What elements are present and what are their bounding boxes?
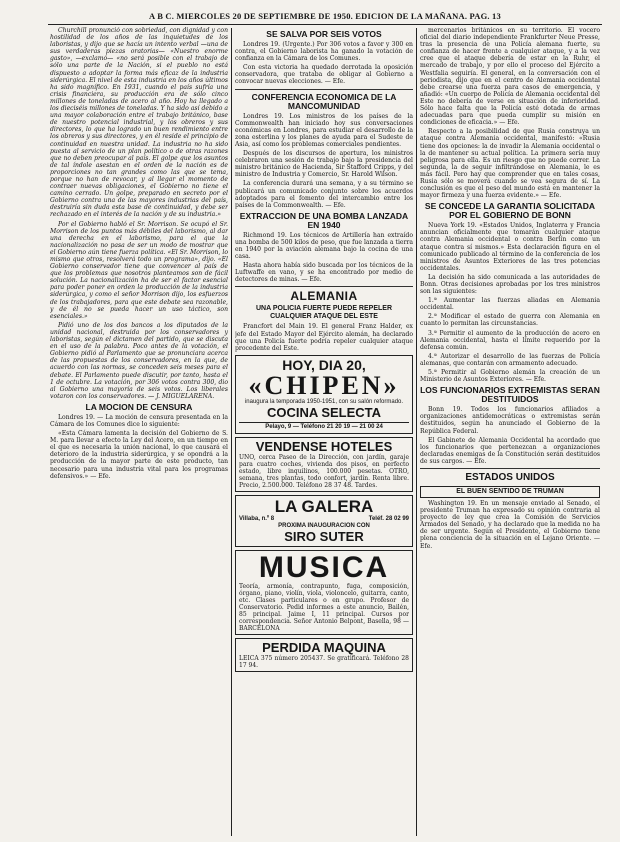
subheadline-policia: UNA POLICIA FUERTE PUEDE REPELER CUALQUIER ATAQUE DEL ESTE xyxy=(256,305,392,321)
paragraph: Nueva York 19. «Estados Unidos, Inglaterra y Francia anuncian oficialmente que tomarán cualquier ataque contra Alemania occidental o contra Berlín como un ataque contra sí mismos.» Esta declaración figura en el comunicado publicado al término de la conferencia de los ministros de Asuntos Exteriores de las tres potencias occidentales. xyxy=(420,222,600,272)
paragraph: El Gabinete de Alemania Occidental ha acordado que los funcionarios que pertenezcan a organizaciones declaradas enemigas de la Constitución serán destituidos de sus cargos. — Efe. xyxy=(420,436,600,465)
paragraph: Con esta victoria ha quedado derrotada la oposición conservadora, que trataba de obligar al Gobierno a convocar nuevas elecciones. — Efe. xyxy=(235,64,413,86)
headline-conferencia: CONFERENCIA ECONOMICA DE LA MANCOMUNIDAD xyxy=(251,91,397,111)
paragraph: Pidió uno de los dos bancos a los diputados de la unidad nacional, destruida por los conservadores y laboristas, según el dictamen del partido, que se discuta en el uso de la palabra. Poco antes de la votación, el Gobierno pidió al Parlamento que se pronunciara acerca de las propuestas de los conservadores, en la que, de acuerdo con las normas, se conceden seis meses para el debate. El Parlamento puede discutir, por tanto, hasta el 1 de octubre. La votación, por 306 votos contra 300, dio al Gobierno una mayoría de seis votos. Los liberales votaron con los conservadores. — J. MIGUELARENA. xyxy=(50,321,228,400)
headline-estados-unidos: ESTADOS UNIDOS xyxy=(465,471,555,483)
subheadline-truman: EL BUEN SENTIDO DE TRUMAN xyxy=(420,486,600,498)
column-2 xyxy=(235,27,413,837)
column-3 xyxy=(420,27,600,837)
ad-galera-address: Villaba, n.º 8 xyxy=(239,515,275,522)
divider xyxy=(420,468,600,469)
paragraph: Hasta ahora había sido buscada por los técnicos de la Luftwaffe en vano, y se ha encontrado por medio de detectores de minas. — Efe. xyxy=(235,262,413,284)
ad-galera-line2: SIRO SUTER xyxy=(284,528,364,544)
ad-galera-row xyxy=(239,516,409,523)
paragraph: Churchill pronunció con sobriedad, con dignidad y con hostilidad de los años de las inquietudes de los laboristas, y dijo que se hacía un intento verbal —una de sus verdaderas piezas oratorias— «Nuestro enorme gasto», —exclamó— «no será posible con el trabajo de sólo una parte de la Nación, si el pueblo no está dispuesto a adoptar la forma más eficaz de la industria siderúrgica. El nivel de esta industria en los años últimos ha sido magnífico. En 1931, cuando el país sufría una crisis financiera, su producción era de sólo cinco millones de toneladas de acero al año. Hoy ha llegado a los dieciséis millones de toneladas. Y ha sido así debido a una mayor colaboración entre el trabajo británico, base de nuestro potencial industrial, y los obreros y sus directores, lo que ha logrado un buen rendimiento entre los obreros y sus directores, y en él reside el principio de continuidad en nuestra unidad. La industria no ha sido puesta al servicio de un plan político o de otras razones que no deben preocupar al país. El golpe que los asuntos de tal índole asestan en el orden de la nación es de proporciones no tan grandes como las que se tema, porque no han de revocar, y al llegar el momento de contraer nuevas obligaciones, el Gobierno no tiene el camino cerrado. Un golpe, preparado en secreto por el Gobierno contra una de las mayores industrias del país, destruiría sin duda esta base de continuidad, y debe ser rechazado en el interés de la nación y de su industria.» xyxy=(50,27,228,219)
column-rule xyxy=(416,28,417,836)
ad-hoteles-title: VENDENSE HOTELES xyxy=(255,438,393,454)
ad-perdida-title: PERDIDA MAQUINA xyxy=(262,639,386,655)
divider xyxy=(235,286,413,287)
ad-chipen-cocina: COCINA SELECTA xyxy=(266,404,382,420)
column-1 xyxy=(50,27,228,837)
ad-galera-title: LA GALERA xyxy=(274,496,374,516)
ad-chipen xyxy=(235,355,413,434)
ad-chipen-address: Pelayo, 9 — Teléfono 21 20 19 — 21 00 24 xyxy=(239,422,409,431)
page-header: A B C. MIERCOLES 20 DE SEPTIEMBRE DE 1950. EDICION DE LA MAÑANA. PAG. 13 xyxy=(149,11,501,21)
paragraph: mercenarios británicos en su territorio. El vocero oficial del diario independiente Frankfurter Neue Presse, tras la presencia de una Policía alemana fuerte, su confianza de hacer frente a cualquier ataque, y a la vez cree que el ataque debería de estar en la Ruhr, el mercado de trabajo, y por ello el proceso del Ejército a Westfalia seguiría. El general, en la conversación con el periodista, dijo que en el centro de Alemania occidental debe crearse una fuerza para casos de emergencia, y añadió: «Un cuerpo de Policía de Alemania occidental del Este no debería de verse en situación de inferioridad. Sólo hace falta que la Policía esté dotada de armas adecuadas para que pueda cumplir su misión en condiciones de eficacia.» — Efe. xyxy=(420,27,600,127)
headline-funcionarios: LOS FUNCIONARIOS EXTREMISTAS SERAN DESTITUIDOS xyxy=(420,385,600,405)
ad-hoteles-body: UNO, cerca Paseo de la Dirección, con jardín, garaje para cuatro coches, vivienda dos pisos, en perfecto estado, libre inquilinos, 100.000 pesetas. OTRO, semana, tres plantas, todo confort, jardín. Renta libre. Precio, 2.500.000. Teléfono 28 37 48. Tardes. xyxy=(239,453,409,489)
headline-censura: LA MOCION DE CENSURA xyxy=(85,401,193,412)
paragraph: La conferencia durará una semana, y a su término se publicará un comunicado conjunto sobre los acuerdos adoptados para el fomento del intercambio entre los países de la Commonwealth. — Efe. xyxy=(235,180,413,209)
ad-chipen-name: «CHIPEN» xyxy=(248,370,400,400)
ad-galera xyxy=(235,495,413,547)
paragraph: 3.ª Permitir el aumento de la producción de acero en Alemania occidental, hasta el límite requerido por la defensa común. xyxy=(420,329,600,351)
paragraph: Bonn 19. Todos los funcionarios afiliados a organizaciones antidemocráticas o extremistas serán destituidos, según ha anunciado el Gobierno de la República Federal. xyxy=(420,406,600,435)
paragraph: Londres 19. — La moción de censura presentada en la Cámara de los Comunes dice lo siguiente: xyxy=(50,413,228,428)
ad-perdida xyxy=(235,638,413,672)
ad-perdida-body: LEICA 375 número 205437. Se gratificará. Teléfono 28 17 94. xyxy=(239,654,409,669)
paragraph: Respecto a la posibilidad de que Rusia construya un ataque contra Alemania occidental, manifestó: «Rusia tiene dos opciones: la de invadir la Alemania occidental o la de mantener su actual política. La primera sería muy peligrosa para ella. Es un riesgo que no puede correr. La segunda, la de seguir infiltrándose en Alemania, le es más fácil. Pero hay que comprender que en tales cosas, Rusia sólo se moverá cuando se vea segura de sí. La conclusión es que el peso del mundo está en mantener la mayor firmeza y una fuerza evidente.» — Efe. xyxy=(420,128,600,200)
ad-musica-title: MUSICA xyxy=(258,550,390,584)
ad-chipen-text: inaugura la temporada 1950-1951, con su salón reformado. xyxy=(244,398,404,405)
headline-garantia: SE CONCEDE LA GARANTIA SOLICITADA POR EL GOBIERNO DE BONN xyxy=(424,201,596,221)
paragraph: Por el Gobierno habló el Sr. Morrison. Se ocupó el Sr. Morrison de los puntos más débiles del laborismo, al dar una derecha en el laborismo, para el que la nacionalización no pasa de ser un modo de mostrar que el Gobierno aún tiene fuerza política. «El Sr. Morrison, lo mismo que otros, resolverá todo un programa», dijo. «El Gobierno conservador tiene que convencer al país de que los problemas que nosotros planteamos son de fácil solución. La nacionalización ha de ser el factor esencial para poder poner en orden la producción de la industria siderúrgica, y como el señor Morrison dijo, los esfuerzos de los trabajadores, para que este debate sea razonable, y de él no se pueda hacer un uso táctico, son esenciales.» xyxy=(50,220,228,320)
ad-galera-phone: Teléf. 28 02 99 xyxy=(368,515,409,522)
paragraph: 2.ª Modificar el estado de guerra con Alemania en cuanto lo permitan las circunstancias. xyxy=(420,313,600,328)
ad-galera-line1: PROXIMA INAUGURACION CON xyxy=(278,522,370,529)
ad-musica-body: Teoría, armonía, contrapunto, fuga, composición, órgano, piano, violín, viola, violoncelo, guitarra, canto, etc. Clases particulares o en grupo. Profesor de Conservatorio. Pedid informes a este anuncio, Bailén, 85 principal. Jaime I, 11 principal. Cursos por correspondencia. Señor Antonio Belpont, Basella, 98 — BARCELONA xyxy=(239,582,409,632)
ad-hoteles xyxy=(235,437,413,492)
header-rule xyxy=(48,24,602,25)
paragraph: 1.ª Aumentar las fuerzas aliadas en Alemania occidental. xyxy=(420,297,600,312)
paragraph: Richmond 19. Los técnicos de Artillería han extraído una bomba de 500 kilos de peso, que fue lanzada a tierra en 1940 por la aviación alemana bajo la cocina de una casa. xyxy=(235,231,413,261)
headline-bomba: EXTRACCION DE UNA BOMBA LANZADA EN 1940 xyxy=(239,210,409,230)
paragraph: Francfort del Main 19. El general Franz Halder, ex jefe del Estado Mayor del Ejército alemán, ha declarado que una Policía fuerte podría repeler cualquier ataque procedente del Este. xyxy=(235,323,413,352)
paragraph: Washington 19. En un mensaje enviado al Senado, el presidente Truman ha expresado su opinión contraria al proyecto de ley que crea la Comisión de Servicios Armados del Senado, y ha declarado que la medida no ha de ser urgente. Según el Presidente, el Gobierno tiene plena conciencia de la situación en el Lejano Oriente. — Efe. xyxy=(420,499,600,550)
paragraph: Londres 19. (Urgente.) Por 306 votos a favor y 300 en contra, el Gobierno laborista ha ganado la votación de confianza en la Cámara de los Comunes. xyxy=(235,41,413,63)
headline-alemania: ALEMANIA xyxy=(290,289,358,304)
paragraph: «Esta Cámara lamenta la decisión del Gobierno de S. M. para llevar a efecto la Ley del Acero, en un tiempo en el que es necesaria la unión nacional, lo que causará el deterioro de la industria siderúrgica, y se opondrá a la producción de la mayor parte de este producto, tan necesario para una industria vital para los programas defensivos.» — Efe. xyxy=(50,430,228,480)
paragraph: 4.ª Autorizar el desarrollo de las fuerzas de Policía alemanas, que contarán con armamento adecuado. xyxy=(420,352,600,367)
paragraph: Londres 19. Los ministros de los países de la Commonwealth han iniciado hoy sus conversaciones económicas en Londres, para estudiar el desarrollo de la zona esterlina y los planes de ayuda para el Sudeste de Asia, así como los problemas comerciales pendientes. xyxy=(235,112,413,148)
headline-seis-votos: SE SALVA POR SEIS VOTOS xyxy=(266,29,382,39)
ad-musica xyxy=(235,550,413,635)
column-rule xyxy=(231,28,232,836)
divider xyxy=(235,89,413,90)
paragraph: Después de los discursos de apertura, los ministros celebraron una sesión de trabajo bajo la presidencia del ministro británico de Hacienda, Sir Stafford Cripps, y del ministro de Industria y Comercio, Sr. Harold Wilson. xyxy=(235,150,413,179)
paragraph: 5.ª Permitir al Gobierno alemán la creación de un Ministerio de Asuntos Exteriores. — Efe. xyxy=(420,369,600,384)
paragraph: La decisión ha sido comunicada a las autoridades de Bonn. Otras decisiones aprobadas por los tres ministros son las siguientes: xyxy=(420,273,600,296)
ad-chipen-date: HOY, DIA 20, xyxy=(282,356,366,373)
